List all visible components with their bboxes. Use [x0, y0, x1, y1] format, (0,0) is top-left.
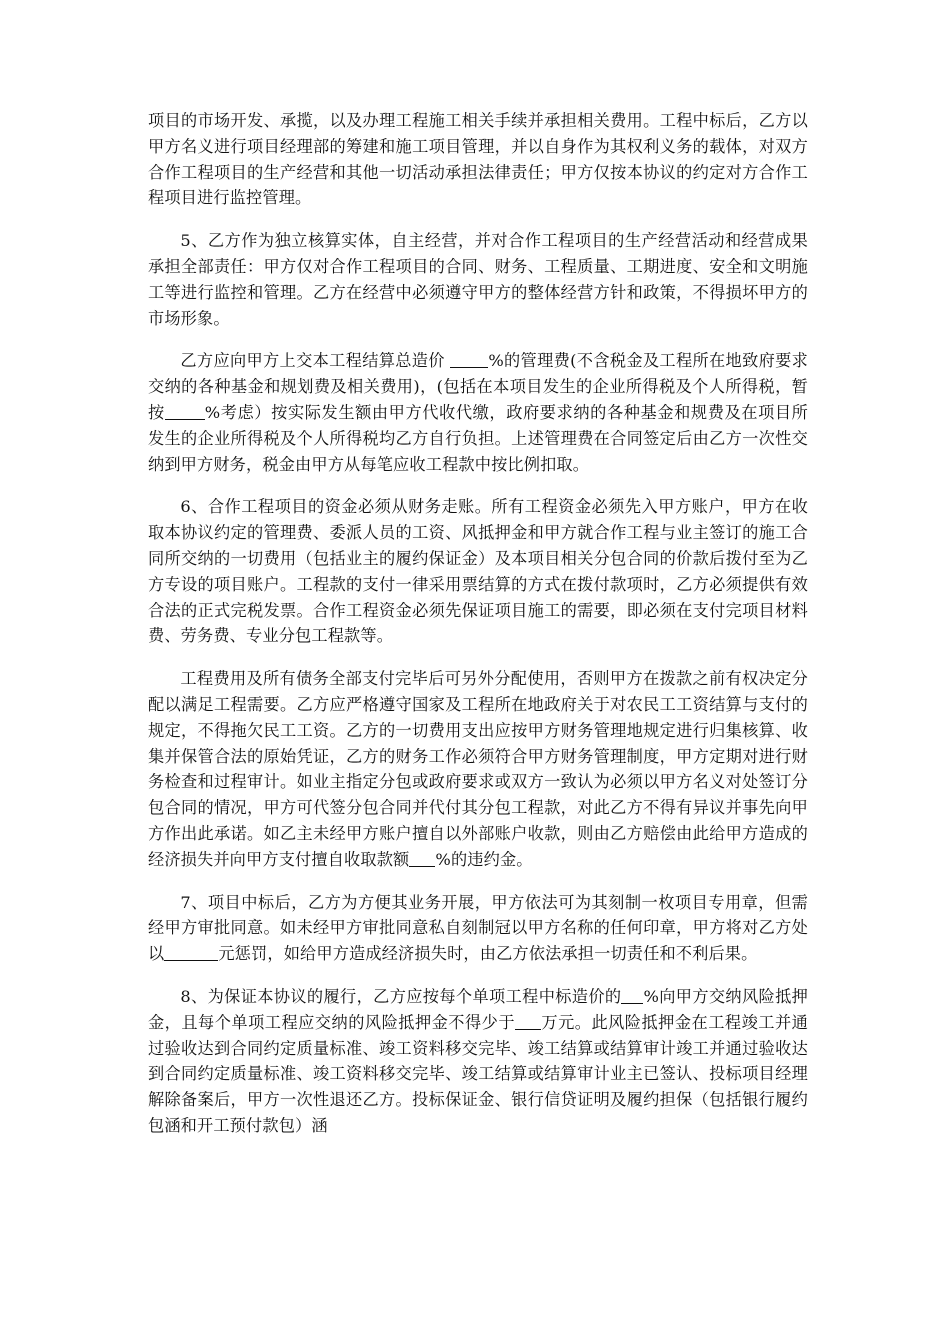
fill-in-blank: [164, 944, 218, 961]
fill-in-blank: [165, 403, 205, 420]
paragraph-text: 5、乙方作为独立核算实体，自主经营，并对合作工程项目的生产经营活动和经营成果承担全部责任：甲方仅对合作工程项目的合同、财务、工程质量、工期进度、安全和文明施工等进行监控和管理。乙方在经营中必须遵守甲方的整体经营方针和政策，不得损坏甲方的市场形象。: [148, 231, 808, 328]
fill-in-blank: [515, 1013, 541, 1030]
paragraph-text: 7、项目中标后，乙方为方便其业务开展，甲方依法可为其刻制一枚项目专用章，但需经甲方审批同意。如未经甲方审批同意私自刻制冠以甲方名称的任何印章，甲方将对乙方处以: [148, 892, 808, 964]
paragraph-text: 乙方应向甲方上交本工程结算总造价: [180, 351, 451, 371]
paragraph-project-costs: [148, 666, 808, 872]
paragraph-text: 项目的市场开发、承揽，以及办理工程施工相关手续并承担相关费用。工程中标后，乙方以甲方名义进行项目经理部的筹建和施工项目管理，并以自身作为其权利义务的载体，对双方合作工程项目的生产经营和其他一切活动承担法律责任；甲方仅按本协议的约定对方合作工程项目进行监控管理。: [148, 111, 808, 208]
paragraph-text: 6、合作工程项目的资金必须从财务走账。所有工程资金必须先入甲方账户，甲方在收取本协议约定的管理费、委派人员的工资、风抵押金和甲方就合作工程与业主签订的施工合同所交纳的一切费用（包括业主的履约保证金）及本项目相关分包合同的价款后拨付至为乙方专设的项目账户。工程款的支付一律采用票结算的方式在拨付款项时，乙方必须提供有效合法的正式完税发票。合作工程资金必须先保证项目施工的需要，即必须在支付完项目材料费、劳务费、专业分包工程款等。: [148, 497, 808, 646]
fill-in-blank: [621, 987, 643, 1004]
paragraph-text: 8、为保证本协议的履行，乙方应按每个单项工程中标造价的: [180, 986, 622, 1006]
paragraph-text: %的违约金。: [435, 849, 533, 869]
paragraph-management-fee: [148, 348, 808, 477]
paragraph-text: %考虑）按实际发生额由甲方代收代缴，政府要求纳的各种基金和规费及在项目所发生的企业所得税及个人所得税均乙方自行负担。上述管理费在合同签定后由乙方一次性交纳到甲方财务，税金由甲方从每笔应收工程款中按比例扣取。: [148, 402, 808, 474]
fill-in-blank: [409, 850, 435, 867]
fill-in-blank: [450, 351, 488, 368]
paragraph-text: 工程费用及所有债务全部支付完毕后可另外分配使用，否则甲方在拨款之前有权决定分配以满足工程需要。乙方应严格遵守国家及工程所在地政府关于对农民工工资结算与支付的规定，不得拖欠民工工资。乙方的一切费用支出应按甲方财务管理地规定进行归集核算、收集并保管合法的原始凭证，乙方的财务工作必须符合甲方财务管理制度，甲方定期对进行财务检查和过程审计。如业主指定分包或政府要求或双方一致认为必须以甲方名义对处签订分包合同的情况，甲方可代签分包合同并代付其分包工程款，对此乙方不得有异议并事先向甲方作出此承诺。如乙主未经甲方账户擅自以外部账户收款，则由乙方赔偿由此给甲方造成的经济损失并向甲方支付擅自收取款额: [148, 669, 808, 869]
paragraph-continuation: [148, 108, 808, 211]
document-body: [148, 108, 808, 1156]
paragraph-text: 元惩罚，如给甲方造成经济损失时，由乙方依法承担一切责任和不利后果。: [218, 944, 758, 964]
paragraph-text: %的管理费(不含税金及工程所在地致府要求交纳的各种基金和规划费及相关费用)，(包括在本项目发生的企业所得税及个人所得税，暂按: [148, 351, 808, 422]
paragraph-clause-8: [148, 984, 808, 1139]
paragraph-clause-7: [148, 890, 808, 967]
paragraph-clause-5: [148, 228, 808, 331]
paragraph-text: %向甲方交纳风险抵押金，且每个单项工程应交纳的风险抵押金不得少于: [148, 986, 808, 1032]
paragraph-text: 万元。此风险抵押金在工程竣工并通过验收达到合同约定质量标准、竣工资料移交完毕、竣工结算或结算审计竣工并通过验收达到合同约定质量标准、竣工资料移交完毕、竣工结算或结算审计业主已签认、投标项目经理解除备案后，甲方一次性退还乙方。投标保证金、银行信贷证明及履约担保（包括银行履约包涵和开工预付款包）涵: [148, 1012, 808, 1135]
paragraph-clause-6: [148, 494, 808, 649]
